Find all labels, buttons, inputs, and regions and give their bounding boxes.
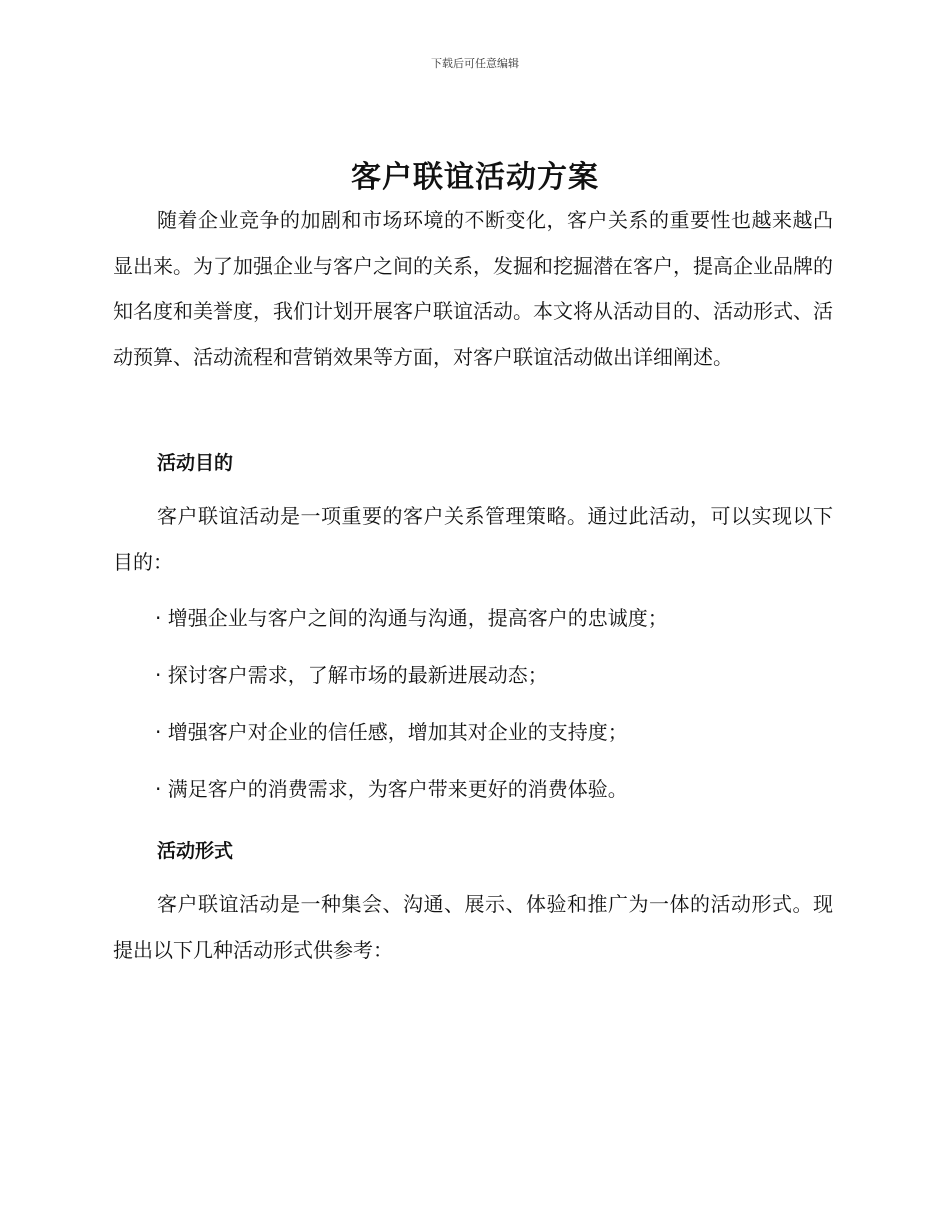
purpose-paragraph: 客户联谊活动是一项重要的客户关系管理策略。通过此活动，可以实现以下目的：: [113, 504, 833, 574]
header-note: 下载后可任意编辑: [431, 57, 519, 70]
intro-paragraph: 随着企业竞争的加剧和市场环境的不断变化，客户关系的重要性也越来越凸显出来。为了加强企业与客户之间的关系，发掘和挖掘潜在客户，提高企业品牌的知名度和美誉度，我们计划开展客户联谊活动。本文将从活动目的、活动形式、活动预算、活动流程和营销效果等方面，对客户联谊活动做出详细阐述。: [113, 208, 833, 369]
purpose-bullet: · 增强客户对企业的信任感，增加其对企业的支持度；: [155, 720, 628, 744]
purpose-bullet: · 增强企业与客户之间的沟通与沟通，提高客户的忠诚度；: [155, 606, 668, 630]
purpose-bullet: · 满足客户的消费需求，为客户带来更好的消费体验。: [155, 777, 628, 801]
purpose-bullet: · 探讨客户需求，了解市场的最新进展动态；: [155, 663, 548, 687]
section-heading-form: 活动形式: [157, 840, 234, 862]
section-heading-purpose: 活动目的: [157, 452, 234, 474]
form-paragraph: 客户联谊活动是一种集会、沟通、展示、体验和推广为一体的活动形式。现提出以下几种活动形式供参考：: [113, 892, 833, 962]
document-title: 客户联谊活动方案: [351, 160, 599, 195]
